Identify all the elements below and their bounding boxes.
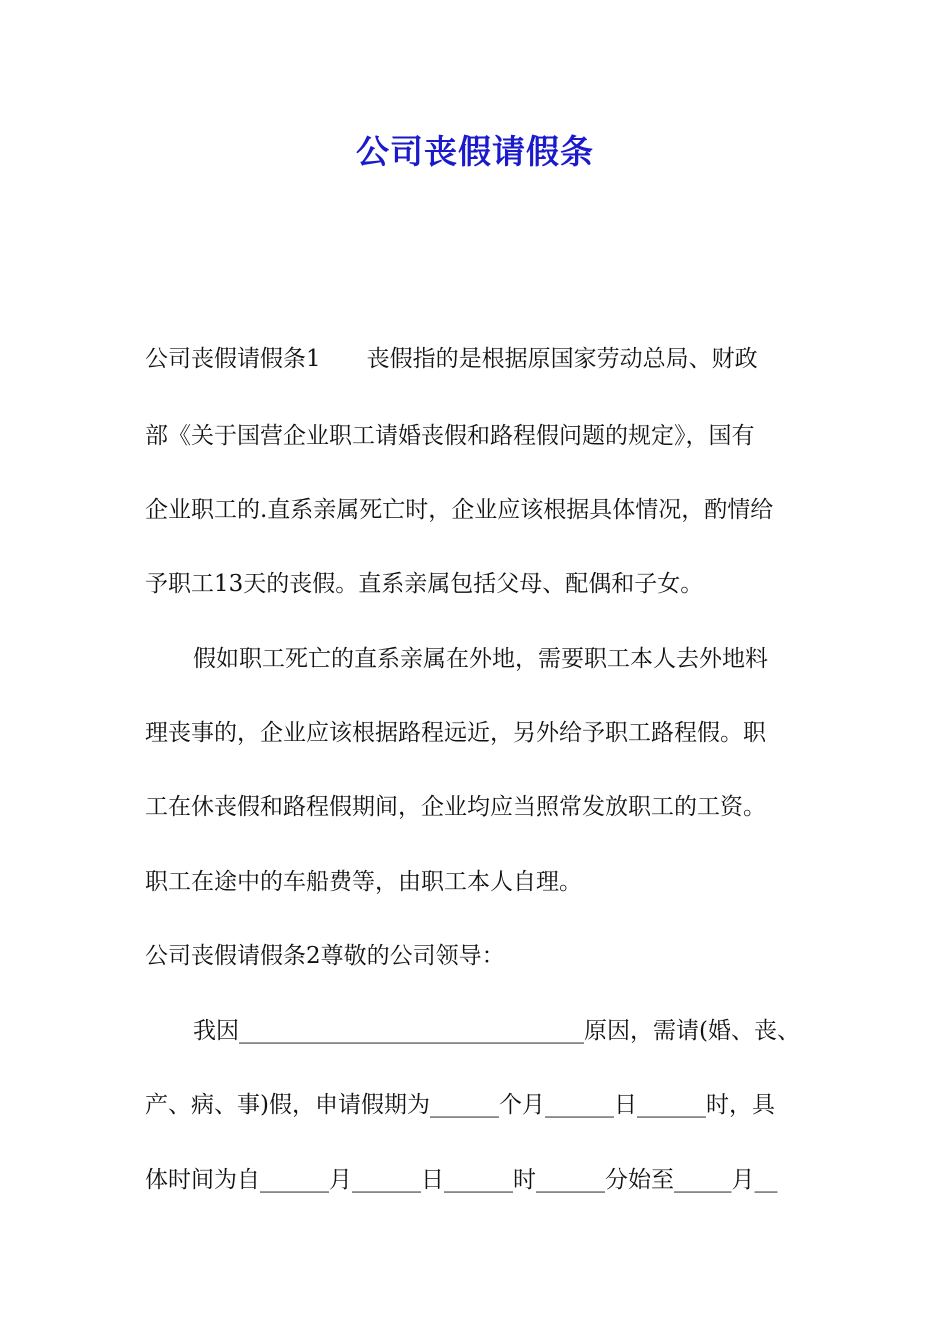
form-line-duration: 产、病、事)假，申请假期为______个月______日______时，具 <box>145 1092 775 1118</box>
document-title: 公司丧假请假条 <box>356 132 594 171</box>
paragraph-line: 公司丧假请假条1 丧假指的是根据原国家劳动总局、财政 <box>145 346 758 372</box>
paragraph-line: 工在休丧假和路程假期间，企业均应当照常发放职工的工资。 <box>145 794 766 820</box>
paragraph-line: 予职工13天的丧假。直系亲属包括父母、配偶和子女。 <box>145 571 704 597</box>
form-line-period: 体时间为自______月______日______时______分始至_____月__ <box>145 1167 778 1193</box>
paragraph-line: 公司丧假请假条2尊敬的公司领导： <box>145 943 505 969</box>
paragraph-line: 职工在途中的车船费等，由职工本人自理。 <box>145 869 582 895</box>
form-line-reason: 我因______________________________原因，需请(婚、丧、 <box>193 1018 800 1044</box>
paragraph-line: 假如职工死亡的直系亲属在外地，需要职工本人去外地料 <box>193 646 768 672</box>
paragraph-line: 理丧事的，企业应该根据路程远近，另外给予职工路程假。职 <box>145 720 766 746</box>
paragraph-line: 企业职工的.直系亲属死亡时，企业应该根据具体情况，酌情给 <box>145 497 774 523</box>
paragraph-line: 部《关于国营企业职工请婚丧假和路程假问题的规定》，国有 <box>145 423 755 449</box>
